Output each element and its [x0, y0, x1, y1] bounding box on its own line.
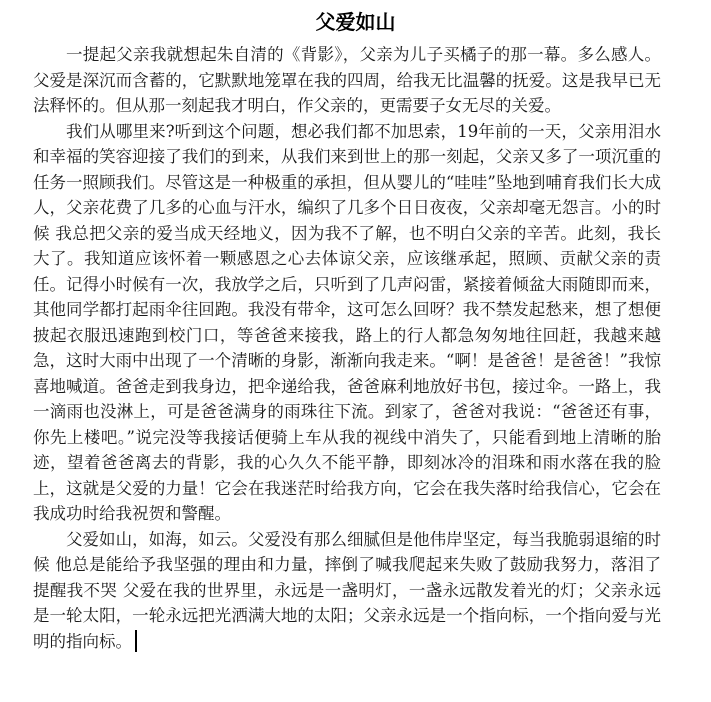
paragraph-1: 一提起父亲我就想起朱自清的《背影》，父亲为儿子买橘子的那一幕。多么感人。父爱是深沉而含蓄的，它默默地笼罩在我的四周，给我无比温馨的抚爱。这是我早已无法释怀的。但从那一刻起我才明白，作父亲的，更需要子女无尽的关爱。 [33, 45, 661, 115]
paragraph-3-text: 父爱如山，如海，如云。父爱没有那么细腻但是他伟岸坚定，每当我脆弱退缩的时候 他总是能给予我坚强的理由和力量，摔倒了喊我爬起来失败了鼓励我努力，落泪了提醒我不哭 父爱在我的世界里，永远是一盏明灯，一盏永远散发着光的灯；父亲永远是一轮太阳，一轮永远把光洒满大地的太阳；父亲永远是一个指向标，一个指向爱与光明的指向标。 [33, 529, 661, 651]
document-title: 父爱如山 [315, 10, 396, 34]
text-cursor [135, 630, 137, 652]
paragraph-2: 我们从哪里来?听到这个问题，想必我们都不加思索，19年前的一天，父亲用泪水和幸福的笑容迎接了我们的到来，从我们来到世上的那一刻起，父亲又多了一项沉重的任务一照顾我们。尽管这是一种极重的承担，但从婴儿的“哇哇”坠地到哺育我们长大成人，父亲花费了几多的心血与汗水，编织了几多个日日夜夜，父亲却毫无怨言。小的时候 我总把父亲的爱当成天经地义，因为我不了解，也不明白父亲的辛苦。此刻，我长大了。我知道应该怀着一颗感恩之心去体谅父亲，应该继承起，照顾、贡献父亲的责任。记得小时候有一次，我放学之后，只听到了几声闷雷，紧接着倾盆大雨随即而来，其他同学都打起雨伞往回跑。我没有带伞，这可怎么回呀？我不禁发起愁来，想了想便披起衣服迅速跑到校门口，等爸爸来接我，路上的行人都急匆匆地往回赶，我越来越急，这时大雨中出现了一个清晰的身影，渐渐向我走来。“啊！是爸爸！是爸爸！”我惊喜地喊道。爸爸走到我身边，把伞递给我，爸爸麻利地放好书包，接过伞。一路上，我一滴雨也没淋上，可是爸爸满身的雨珠往下流。到家了，爸爸对我说：“爸爸还有事，你先上楼吧。”说完没等我接话便骑上车从我的视线中消失了，只能看到地上清晰的胎迹，望着爸爸离去的背影，我的心久久不能平静，即刻冰冷的泪珠和雨水落在我的脸上，这就是父爱的力量！它会在我迷茫时给我方向，它会在我失落时给我信心，它会在我成功时给我祝贺和警醒。 [33, 121, 661, 523]
document-body[interactable] [33, 42, 661, 654]
paragraph-3 [33, 527, 661, 655]
